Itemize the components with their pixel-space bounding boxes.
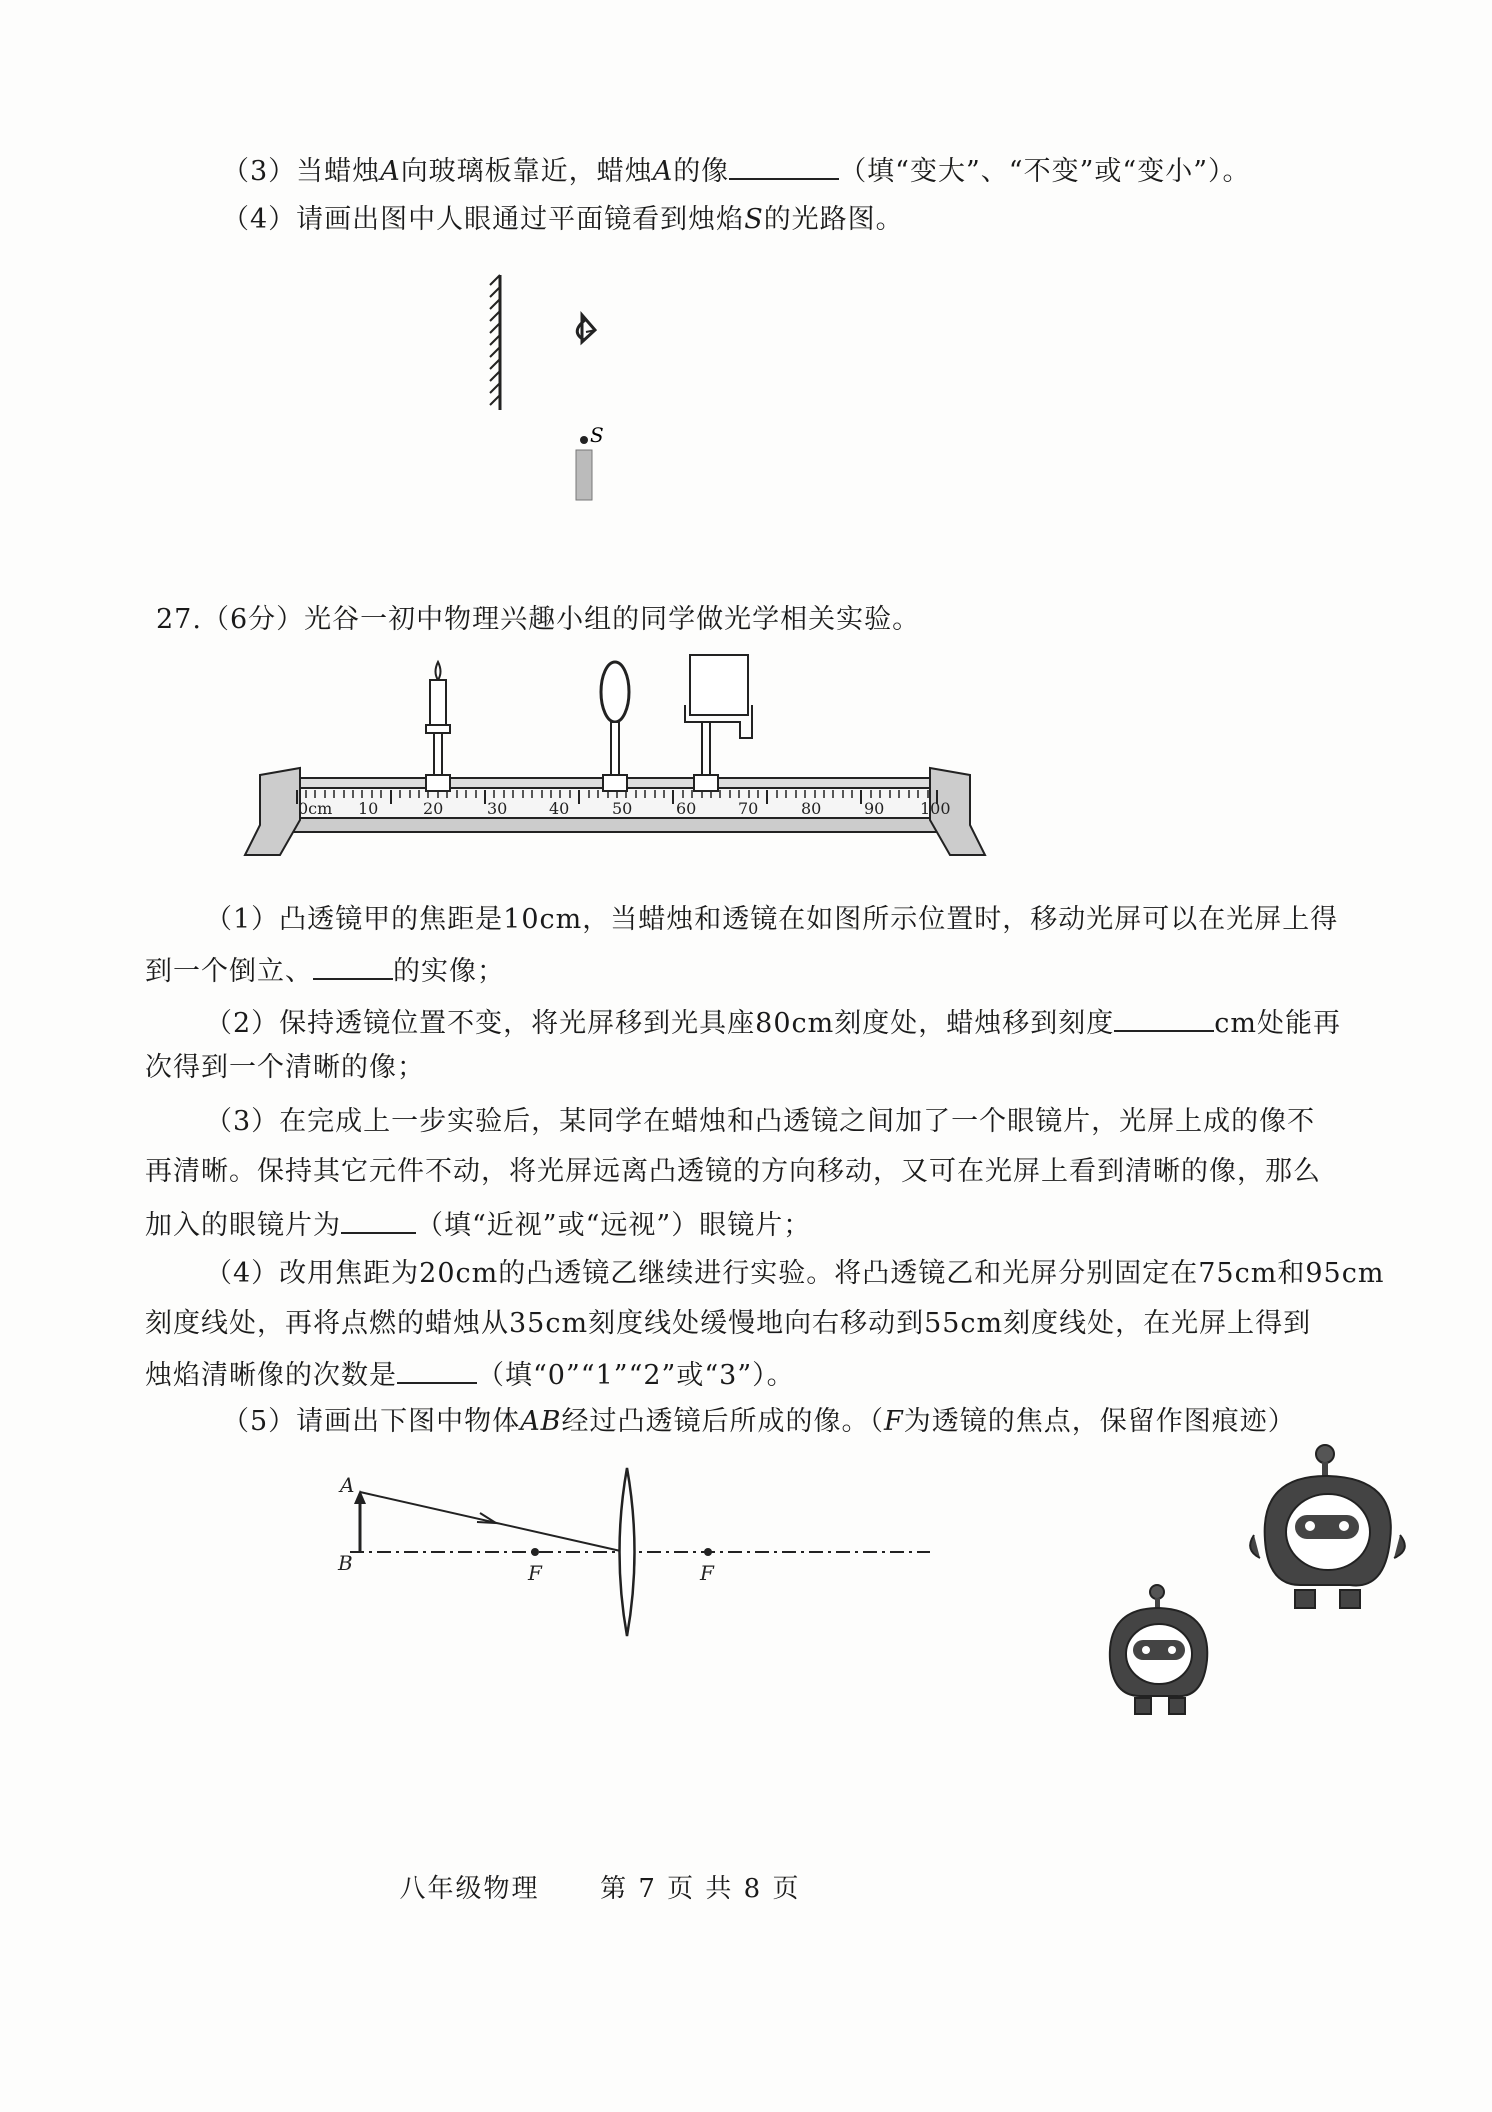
q26-part4: （4）请画出图中人眼通过平面镜看到烛焰S的光路图。: [222, 204, 904, 235]
candle-icon: [576, 450, 592, 500]
focus-right: [704, 1548, 712, 1556]
bench-tick-label: 70: [738, 799, 759, 818]
optical-bench-figure: [240, 650, 1000, 880]
eye-icon: [577, 315, 596, 342]
q27-part5: （5）请画出下图中物体AB经过凸透镜后所成的像。（F为透镜的焦点，保留作图痕迹）: [222, 1406, 1296, 1437]
answer-blank[interactable]: [397, 1354, 477, 1384]
q27-part3-line1: （3）在完成上一步实验后，某同学在蜡烛和凸透镜之间加了一个眼镜片，光屏上成的像不: [205, 1106, 1316, 1137]
light-screen-icon: [685, 655, 752, 784]
mirror-figure: [470, 270, 670, 520]
q27-part2-line2: 次得到一个清晰的像；: [145, 1052, 425, 1083]
plane-mirror: [490, 275, 500, 410]
q27-part4-line1: （4）改用焦距为20cm的凸透镜乙继续进行实验。将凸透镜乙和光屏分别固定在75cm和95cm: [205, 1258, 1385, 1289]
q26-part3: （3）当蜡烛A向玻璃板靠近，蜡烛A的像 （填“变大”、“不变”或“变小”）。: [222, 150, 1251, 190]
flame-point-s: [580, 436, 588, 444]
q27-part1-line1: （1）凸透镜甲的焦距是10cm，当蜡烛和透镜在如图所示位置时，移动光屏可以在光屏上得: [205, 904, 1339, 935]
bench-tick-label: 10: [358, 799, 379, 818]
label-f-right: F: [700, 1561, 714, 1585]
q27-part3-line2: 再清晰。保持其它元件不动，将光屏远离凸透镜的方向移动，又可在光屏上看到清晰的像，那么: [145, 1156, 1321, 1187]
convex-lens: [620, 1468, 635, 1636]
q27-part3-line3: 加入的眼镜片为 （填“近视”或“远视”）眼镜片；: [145, 1204, 811, 1244]
bench-tick-label: 100: [920, 799, 951, 818]
answer-blank[interactable]: [1114, 1002, 1214, 1032]
label-s: S: [590, 423, 604, 447]
mascot-small-icon: [1095, 1580, 1235, 1730]
label-f-left: F: [528, 1561, 542, 1585]
bench-tick-label: 90: [864, 799, 885, 818]
q27-header: 27.（6分）光谷一初中物理兴趣小组的同学做光学相关实验。: [156, 604, 921, 635]
label-a: A: [340, 1473, 355, 1497]
q27-part1-line2: 到一个倒立、 的实像；: [145, 950, 505, 990]
q27-part4-line2: 刻度线处，再将点燃的蜡烛从35cm刻度线处缓慢地向右移动到55cm刻度线处，在光屏上得到: [145, 1308, 1312, 1339]
candle-icon: [426, 662, 450, 783]
page-footer: [0, 1868, 1200, 1905]
q27-part4-line3: 烛焰清晰像的次数是 （填“0”“1”“2”或“3”）。: [145, 1354, 795, 1394]
bench-tick-label: 0cm: [298, 799, 333, 818]
q27-part2-line1: （2）保持透镜位置不变，将光屏移到光具座80cm刻度处，蜡烛移到刻度 cm处能再: [205, 1002, 1341, 1042]
convex-lens-icon: [601, 662, 629, 784]
answer-blank[interactable]: [729, 150, 839, 180]
bench-tick-label: 80: [801, 799, 822, 818]
footer-subject: 八年级物理: [399, 1874, 540, 1904]
bench-tick-label: 20: [423, 799, 444, 818]
mascot-large-icon: [1240, 1440, 1420, 1620]
answer-blank[interactable]: [313, 950, 393, 980]
lens-ray-diagram: [330, 1460, 950, 1640]
label-b: B: [338, 1551, 353, 1575]
bench-tick-label: 60: [676, 799, 697, 818]
answer-blank[interactable]: [341, 1204, 416, 1234]
ray-arrow-icon: [477, 1513, 496, 1523]
bench-tick-label: 30: [487, 799, 508, 818]
bench-tick-label: 50: [612, 799, 633, 818]
footer-page-info: 第 7 页 共 8 页: [600, 1874, 801, 1904]
focus-left: [531, 1548, 539, 1556]
bench-tick-label: 40: [549, 799, 570, 818]
